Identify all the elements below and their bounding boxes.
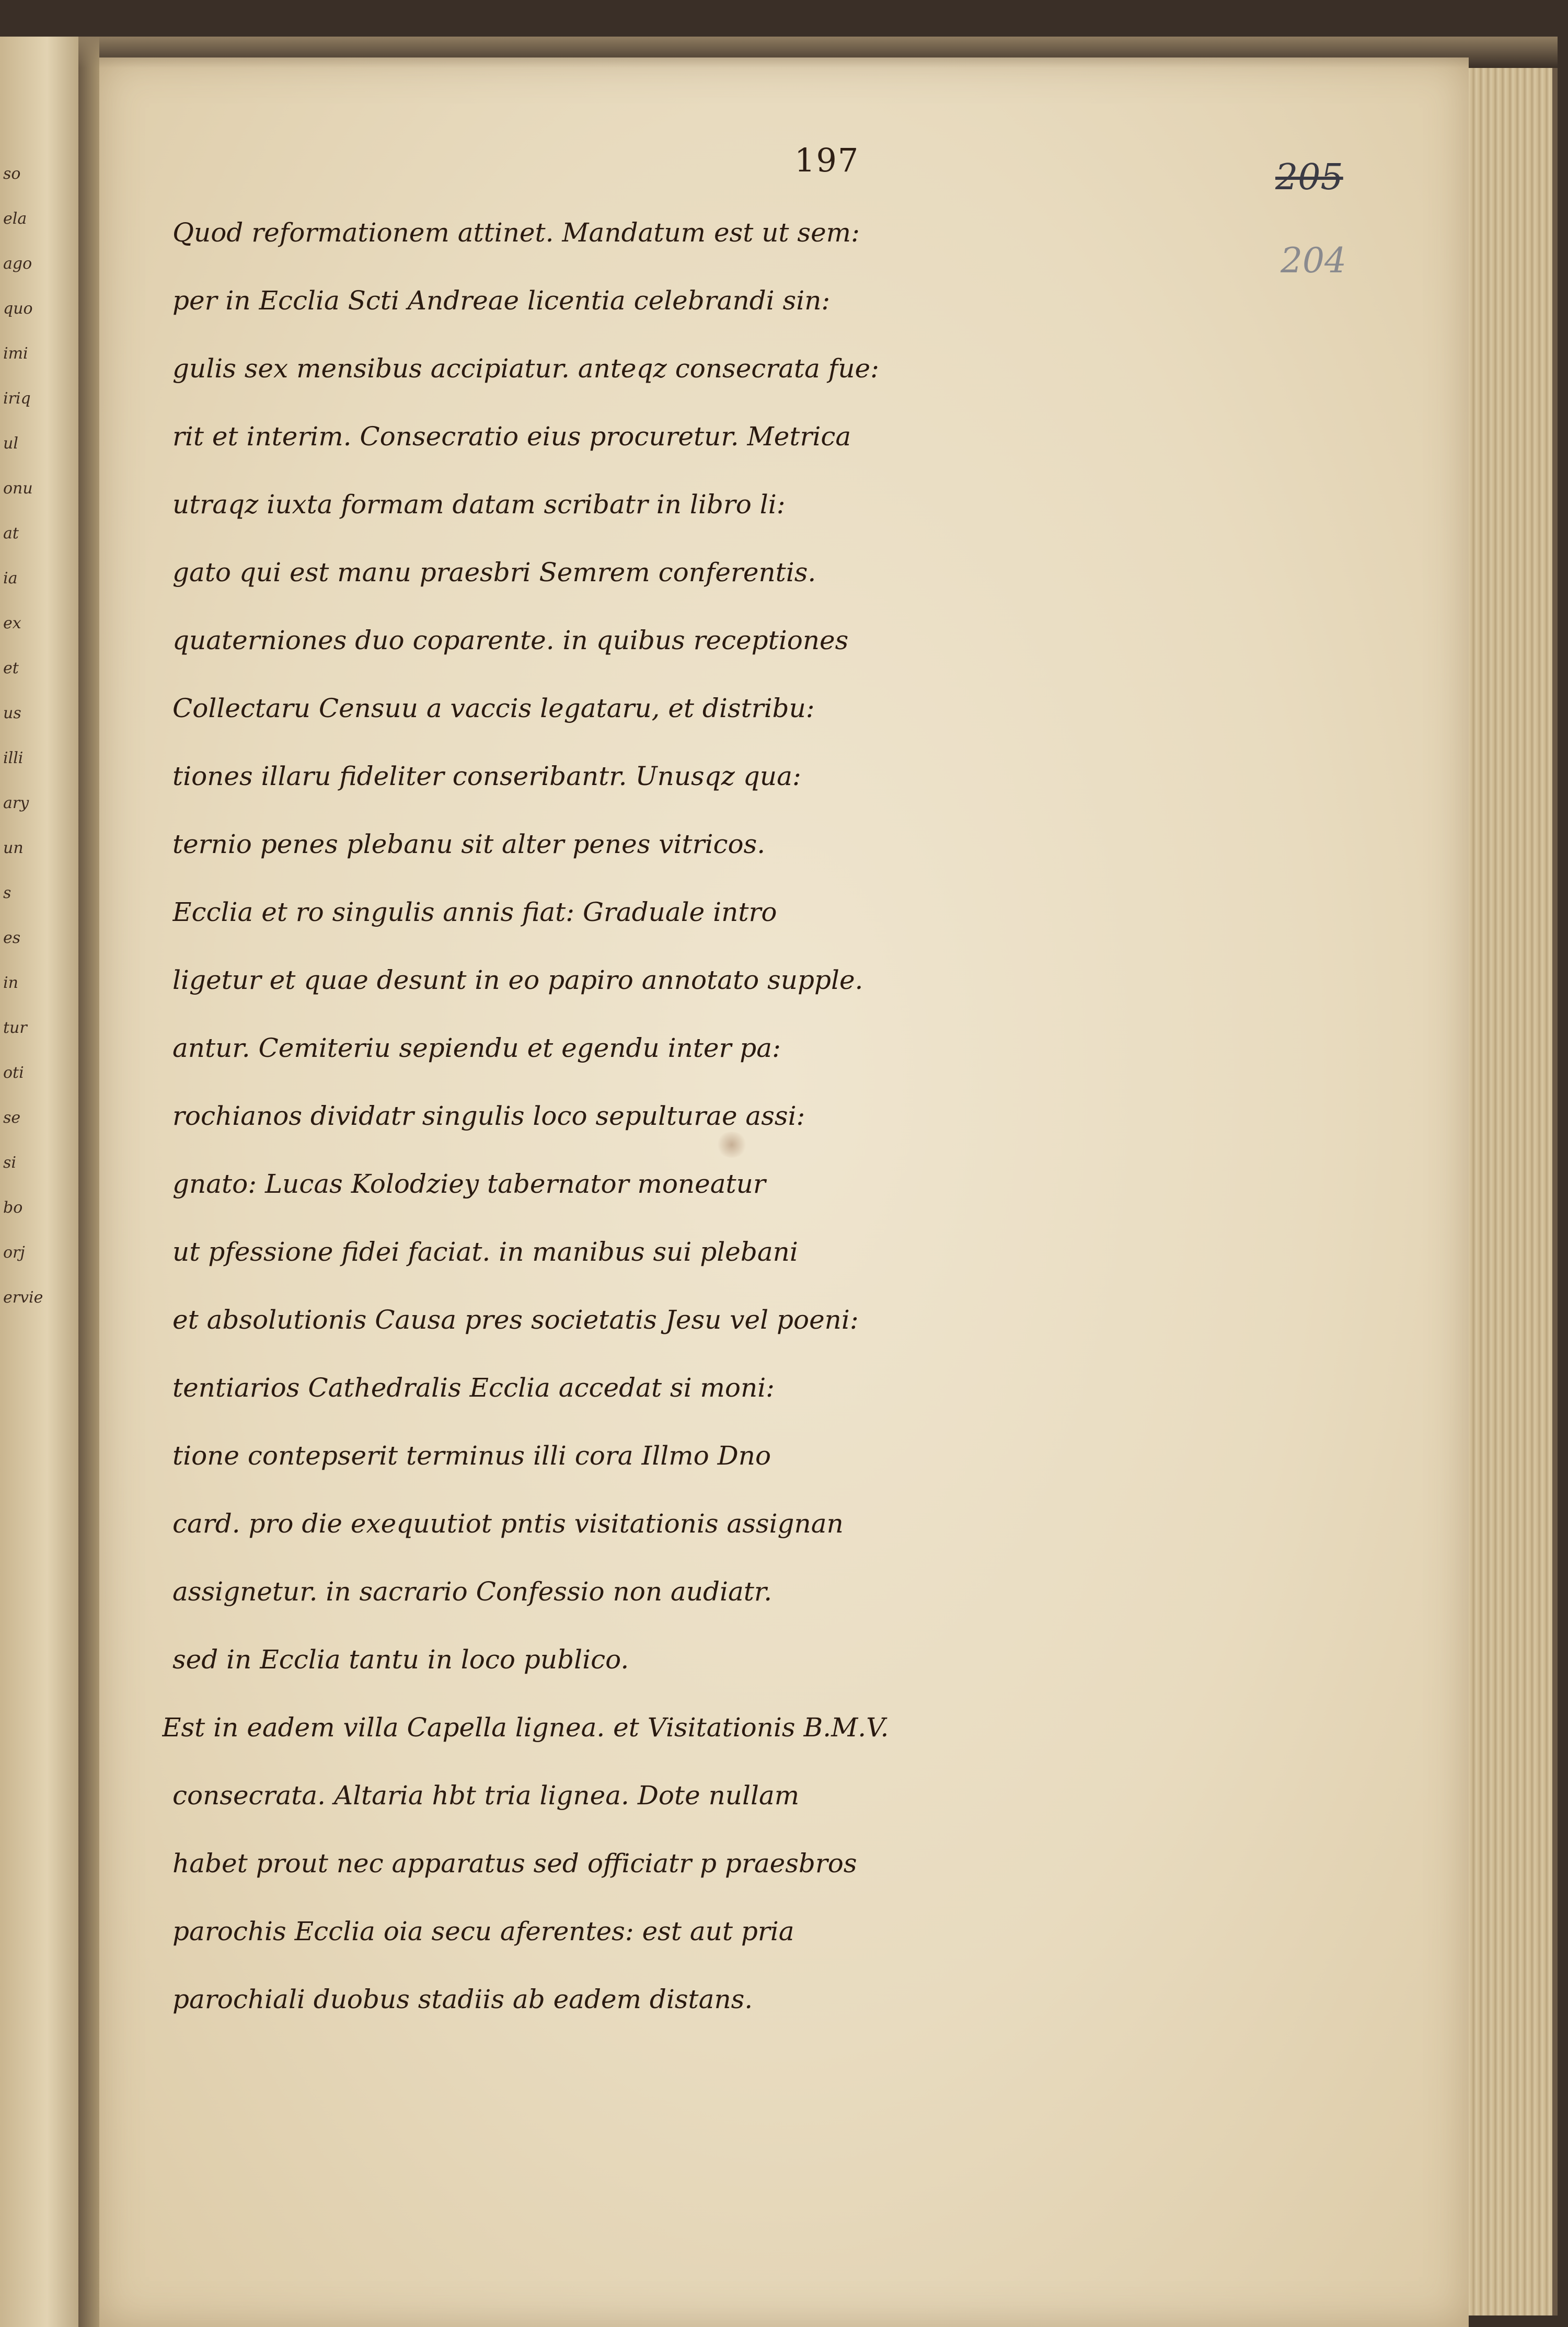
fragment: tur (3, 1019, 27, 1037)
fragment: orj (3, 1243, 25, 1262)
text-line: rit et interim. Consecratio eius procuretur. Metrica (172, 421, 851, 452)
fragment: un (3, 839, 24, 857)
facing-page-edge (0, 37, 82, 2327)
top-shadow (78, 37, 1558, 68)
text-line: et absolutionis Causa pres societatis Jesu vel poeni: (172, 1305, 859, 1335)
text-line: ternio penes plebanu sit alter penes vitricos. (172, 829, 766, 859)
fragment: bo (3, 1199, 23, 1217)
book-gutter (78, 37, 99, 2327)
pencil-page-number: 204 (1281, 240, 1346, 281)
fragment: quo (3, 299, 33, 318)
text-line: ligetur et quae desunt in eo papiro annotato supple. (172, 965, 863, 995)
text-line: card. pro die exequutiot pntis visitationis assignan (172, 1508, 844, 1539)
text-line: tione contepserit terminus illi cora Illmo Dno (172, 1441, 771, 1471)
fragment: in (3, 974, 18, 992)
text-line: quaterniones duo coparente. in quibus receptiones (172, 625, 849, 655)
fragment: ervie (3, 1288, 43, 1307)
fragment: ela (3, 210, 27, 228)
fragment: se (3, 1109, 21, 1127)
fragment: ary (3, 794, 29, 812)
text-line: gnato: Lucas Kolodziey tabernator moneatur (172, 1169, 766, 1199)
fragment: ul (3, 434, 18, 453)
manuscript-text (162, 199, 1260, 2033)
text-line: Quod reformationem attinet. Mandatum est ut sem: (172, 217, 860, 248)
text-line: sed in Ecclia tantu in loco publico. (172, 1644, 629, 1675)
page-block-edge (1469, 68, 1558, 2316)
struck-page-number: 205 (1275, 157, 1343, 198)
fragment: onu (3, 479, 33, 498)
facing-page-fragments (3, 152, 71, 1320)
text-line: tentiarios Cathedralis Ecclia accedat si moni: (172, 1373, 775, 1403)
fragment: at (3, 524, 19, 543)
text-line: consecrata. Altaria hbt tria lignea. Dote nullam (172, 1780, 800, 1811)
fragment: si (3, 1154, 16, 1172)
text-line: habet prout nec apparatus sed officiatr p praesbros (172, 1848, 857, 1879)
text-line: Est in eadem villa Capella lignea. et Visitationis B.M.V. (162, 1712, 889, 1743)
text-line: per in Ecclia Scti Andreae licentia celebrandi sin: (172, 285, 831, 316)
fragment: s (3, 884, 11, 902)
fragment: ia (3, 569, 18, 587)
text-line: assignetur. in sacrario Confessio non audiatr. (172, 1576, 773, 1607)
text-line: gato qui est manu praesbri Semrem conferentis. (172, 557, 816, 587)
fragment: us (3, 704, 21, 722)
text-line: gulis sex mensibus accipiatur. anteqz consecrata fue: (172, 353, 879, 384)
fragment: oti (3, 1064, 24, 1082)
text-line: Ecclia et ro singulis annis fiat: Graduale intro (172, 897, 777, 927)
text-line: parochis Ecclia oia secu aferentes: est aut pria (172, 1916, 794, 1946)
text-line: utraqz iuxta formam datam scribatr in libro li: (172, 489, 786, 520)
fragment: iriq (3, 389, 31, 408)
fragment: imi (3, 344, 28, 363)
fragment: ago (3, 255, 32, 273)
fragment: so (3, 165, 21, 183)
fragment: illi (3, 749, 24, 767)
text-line: parochiali duobus stadiis ab eadem distans. (172, 1984, 753, 2014)
text-line: Collectaru Censuu a vaccis legataru, et distribu: (172, 693, 815, 723)
folio-number: 197 (794, 141, 860, 179)
fragment: ex (3, 614, 21, 632)
fragment: et (3, 659, 19, 677)
text-line: ut pfessione fidei faciat. in manibus sui plebani (172, 1237, 798, 1267)
text-line: tiones illaru fideliter conseribantr. Unusqz qua: (172, 761, 801, 791)
text-line: antur. Cemiteriu sepiendu et egendu inter pa: (172, 1033, 781, 1063)
fragment: es (3, 929, 21, 947)
text-line: rochianos dividatr singulis loco sepulturae assi: (172, 1101, 805, 1131)
